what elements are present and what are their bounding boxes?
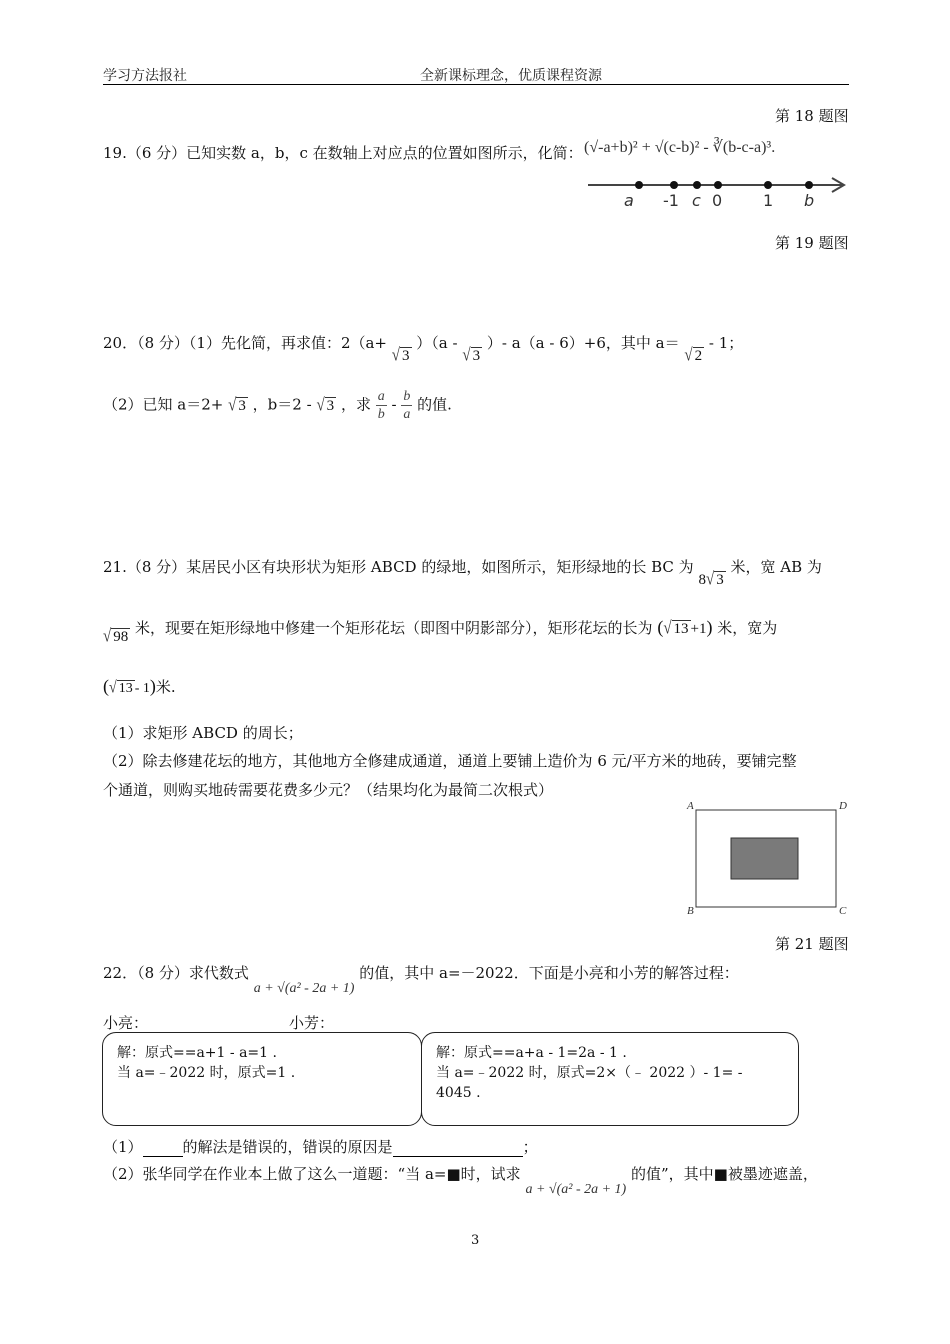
- label-c: c: [692, 191, 701, 210]
- q22-expression: a + √(a² - 2a + 1): [253, 981, 355, 996]
- q22-line1-a: 22．（8 分）求代数式: [103, 964, 249, 982]
- point-c: [693, 181, 701, 189]
- q21-line1-b: 米，宽 AB 为: [730, 558, 822, 576]
- label-0: 0: [712, 191, 723, 210]
- sqrt-3-b: √ 3: [462, 346, 481, 366]
- q20-line1: [103, 332, 744, 366]
- q21-line1-a: 21.（8 分）某居民小区有块形状为矩形 ABCD 的绿地，如图所示，矩形绿地的长 BC 为: [103, 558, 694, 576]
- q19-expr-2: + √(c-b)²: [641, 139, 700, 156]
- q22-line1: [103, 962, 739, 996]
- xiaoliang-solution-box: [102, 1032, 422, 1126]
- caption-q19: 第 19 题图: [775, 234, 849, 252]
- answer-blank-2[interactable]: [393, 1156, 523, 1157]
- point-0: [714, 181, 722, 189]
- q19-text: 19.（6 分）已知实数 a，b，c 在数轴上对应点的位置如图所示，化简：: [103, 144, 583, 162]
- label-xiaofang: 小芳：: [289, 1014, 335, 1032]
- header-rule: [103, 84, 849, 85]
- q22-sub1-a: （1）: [103, 1138, 143, 1156]
- minus-sign: -: [391, 395, 397, 414]
- xiaofang-line2: 当 a=﹣2022 时，原式=2×（﹣ 2022 ）- 1= -: [436, 1065, 743, 1081]
- q20-line2-b: ，b＝2 -: [252, 395, 312, 414]
- q21-sub2-line2: 个通道，则购买地砖需要花费多少元？（结果均化为最简二次根式）: [103, 781, 554, 799]
- q20-line2-c: ，求: [340, 395, 371, 414]
- q22-sub1: [103, 1136, 538, 1157]
- number-line-figure: [584, 172, 854, 214]
- q21-sub1: （1）求矩形 ABCD 的周长；: [103, 724, 303, 742]
- point-a: [635, 181, 643, 189]
- q20-line1-a: 20．（8 分）（1）先化简，再求值：2（a+: [103, 334, 387, 352]
- q21-line2: [103, 617, 778, 647]
- sqrt-3-c: √ 3: [228, 395, 246, 415]
- rectangle-figure: [684, 798, 854, 923]
- q19-expression: [584, 137, 775, 157]
- label-a: a: [624, 191, 634, 210]
- vertex-D: D: [839, 800, 847, 812]
- bed-width: (√ 13 - 1): [103, 676, 156, 698]
- sqrt-3-d: √ 3: [316, 395, 335, 415]
- header-center: 全新课标理念，优质课程资源: [420, 68, 602, 84]
- q21-sub2-line1: （2）除去修建花坛的地方，其他地方全修建成通道，通道上要铺上造价为 6 元/平方米的地砖，要铺完整: [103, 752, 797, 770]
- q20-line1-b: ）（a -: [416, 334, 458, 352]
- caption-q21: 第 21 题图: [775, 935, 849, 953]
- sqrt-2: √ 2: [684, 346, 703, 366]
- q20-line2: [103, 388, 452, 423]
- header-left: 学习方法报社: [103, 68, 187, 84]
- label-b: b: [804, 191, 815, 210]
- xiaofang-line1: 解：原式==a+a - 1=2a - 1 .: [436, 1045, 627, 1061]
- q21-line2-b: 米，宽为: [717, 619, 778, 637]
- q22-sub2-b: 的值”，其中■被墨迹遮盖，: [631, 1165, 818, 1183]
- point-b: [805, 181, 813, 189]
- label-neg1: -1: [663, 191, 679, 210]
- bed-length: (√ 13 +1): [657, 617, 713, 639]
- q22-line1-b: 的值，其中 a=－2022．下面是小亮和小芳的解答过程：: [359, 964, 739, 982]
- q21-line2-a: 米，现要在矩形绿地中修建一个矩形花坛（即图中阴影部分），矩形花坛的长为: [135, 619, 653, 637]
- vertex-B: B: [687, 905, 694, 917]
- page-number: 3: [471, 1233, 480, 1248]
- fraction-a-over-b: $\frac{a}{b}$: [377, 389, 385, 422]
- xiaofang-solution-box: [421, 1032, 799, 1126]
- q22-sub2-expression: a + √(a² - 2a + 1): [525, 1182, 627, 1197]
- q20-line2-a: （2）已知 a＝2+: [103, 395, 224, 414]
- sqrt-3-a: √ 3: [391, 346, 410, 366]
- ab-width: √ 98: [103, 627, 129, 647]
- q21-line3-b: 米.: [155, 678, 176, 696]
- bc-length: 8√ 3: [698, 570, 724, 590]
- q20-line1-c: ）- a（a - 6）+6，其中 a＝: [486, 334, 680, 352]
- q20-line2-d: 的值.: [417, 395, 452, 414]
- q22-sub1-c: ；: [522, 1138, 538, 1156]
- q19-expr-3: - ∛(b-c-a)³: [703, 139, 772, 156]
- point-neg1: [670, 181, 678, 189]
- vertex-A: A: [687, 800, 694, 812]
- xiaofang-line3: 4045 .: [436, 1085, 481, 1101]
- q21-line1: [103, 556, 822, 590]
- xiaoliang-line1: 解：原式==a+1 - a=1 .: [117, 1045, 277, 1061]
- q21-line3: [103, 676, 176, 697]
- q19-tail: .: [771, 139, 776, 156]
- label-xiaoliang: 小亮：: [103, 1014, 149, 1032]
- point-1: [764, 181, 772, 189]
- q22-sub2-a: （2）张华同学在作业本上做了这么一道题：“当 a=■时，试求: [103, 1165, 521, 1183]
- xiaoliang-line2: 当 a=﹣2022 时，原式=1 .: [117, 1065, 296, 1081]
- q22-sub2: [103, 1163, 818, 1197]
- vertex-C: C: [839, 905, 847, 917]
- q22-sub1-b: 的解法是错误的，错误的原因是: [182, 1138, 393, 1156]
- fraction-b-over-a: $\frac{b}{a}$: [403, 389, 411, 422]
- label-1: 1: [763, 191, 774, 210]
- caption-q18: 第 18 题图: [775, 107, 849, 125]
- q20-line1-d: - 1；: [708, 334, 744, 352]
- q19-expr-1: (√-a+b)²: [584, 139, 638, 156]
- flower-bed: [731, 838, 798, 879]
- answer-blank-1[interactable]: [143, 1156, 183, 1157]
